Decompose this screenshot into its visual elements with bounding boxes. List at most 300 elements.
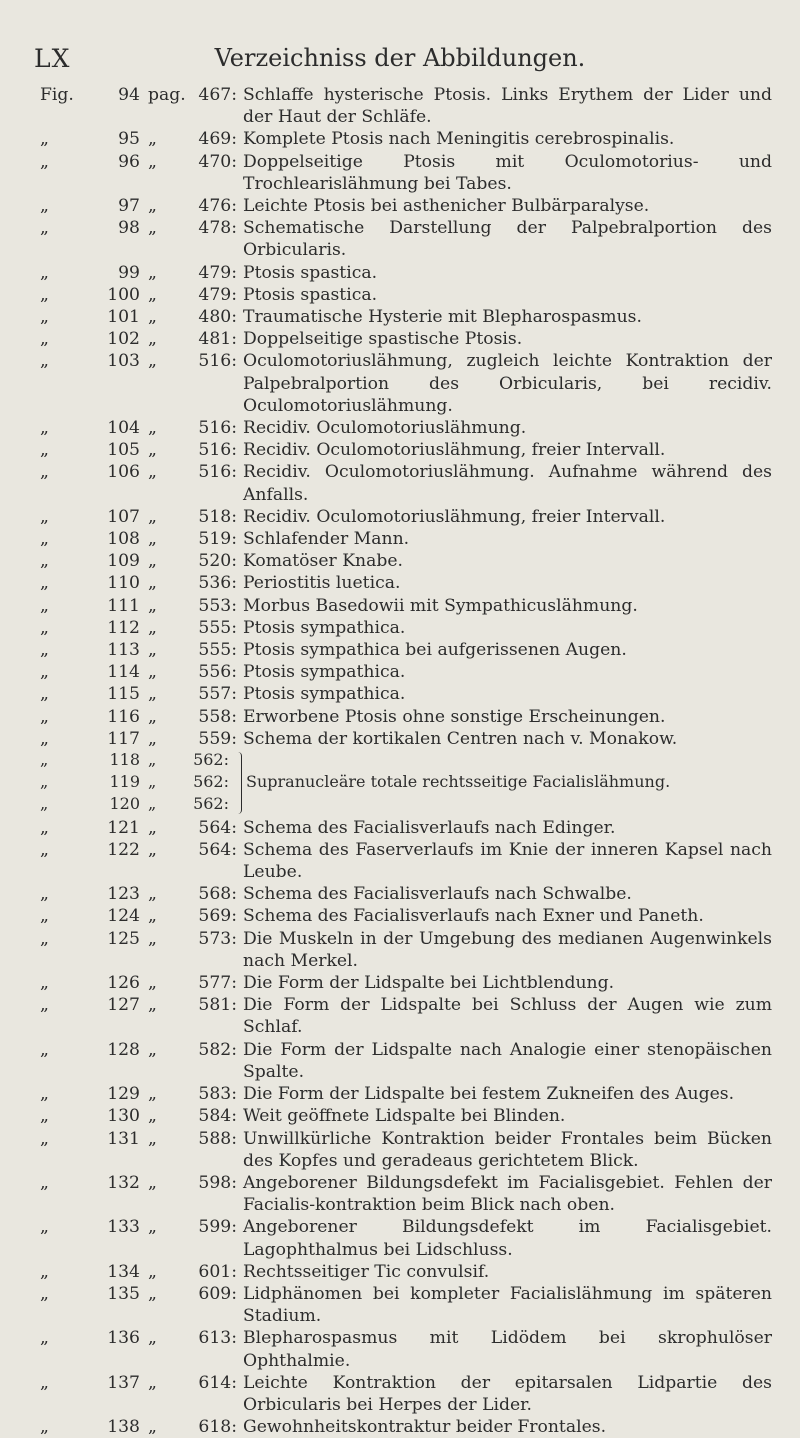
figure-caption: Schematische Darstellung der Palpebralportion des Orbicularis. — [243, 218, 772, 261]
page-reference: 480: — [198, 307, 237, 328]
page-number-value: 516 — [198, 418, 232, 439]
figure-caption: Rechtsseitiger Tic convulsif. — [243, 1261, 490, 1282]
figure-number: 120 — [109, 794, 140, 814]
ditto-mark: „ — [148, 1372, 157, 1393]
ditto-mark: „ — [40, 662, 49, 683]
page-reference: 518: — [198, 506, 237, 527]
list-item — [0, 661, 800, 683]
figure-number: 96 — [118, 151, 140, 172]
page-reference: 481: — [198, 329, 237, 350]
page-reference: 599: — [198, 1217, 237, 1238]
page-number-value: 568 — [198, 884, 232, 905]
list-item — [0, 1039, 800, 1083]
ditto-mark: „ — [148, 906, 157, 927]
figure-caption: Recidiv. Oculomotoriuslähmung. — [243, 418, 527, 439]
ditto-mark: „ — [148, 506, 157, 527]
figure-caption: Blepharospasmus mit Lidödem bei skrophulöser Ophthalmie. — [243, 1328, 772, 1371]
list-item — [0, 217, 800, 261]
page-number-value: 588 — [198, 1128, 232, 1149]
ditto-mark: „ — [148, 573, 157, 594]
ditto-mark: „ — [40, 262, 49, 283]
page-number-value: 577 — [198, 973, 232, 994]
page-reference: 479: — [198, 262, 237, 283]
figure-number: 113 — [107, 640, 140, 661]
figure-caption: Recidiv. Oculomotoriuslähmung, freier Intervall. — [243, 506, 666, 527]
figure-caption: Recidiv. Oculomotoriuslähmung, freier Intervall. — [243, 440, 666, 461]
figure-caption: Angeborener Bildungsdefekt im Facialisgebiet. Lagophthalmus bei Lidschluss. — [243, 1217, 772, 1260]
figure-number: 102 — [107, 329, 140, 350]
page-reference: 613: — [198, 1328, 237, 1349]
ditto-mark: „ — [40, 1039, 49, 1060]
ditto-mark: „ — [148, 418, 157, 439]
figure-number: 99 — [118, 262, 140, 283]
figure-number: 138 — [107, 1417, 140, 1438]
ditto-mark: „ — [148, 1172, 157, 1193]
figure-number: 108 — [107, 529, 140, 550]
ditto-mark: „ — [40, 595, 49, 616]
list-item — [0, 572, 800, 594]
page-reference: 577: — [198, 973, 237, 994]
figure-number: 100 — [107, 284, 140, 305]
ditto-mark: „ — [40, 772, 49, 792]
page-number-value: 478 — [198, 218, 232, 239]
page-number-value: 583 — [198, 1084, 232, 1105]
figure-number: 98 — [118, 218, 140, 239]
ditto-mark: „ — [148, 1128, 157, 1149]
page-reference: 516: — [198, 351, 237, 372]
figure-number: 117 — [107, 728, 140, 749]
list-item — [0, 772, 800, 794]
figure-caption: Lidphänomen bei kompleter Facialislähmung im späteren Stadium. — [243, 1283, 772, 1327]
ditto-mark: „ — [148, 640, 157, 661]
list-item — [0, 1372, 800, 1416]
page-number-value: 562 — [193, 772, 224, 792]
ditto-mark: „ — [40, 1084, 49, 1105]
page-number-value: 618 — [198, 1417, 232, 1438]
figure-number: 131 — [107, 1128, 140, 1149]
figure-number: 109 — [107, 551, 140, 572]
figure-caption: Schema des Facialisverlaufs nach Exner und Paneth. — [243, 906, 704, 927]
page-reference: 516: — [198, 418, 237, 439]
figure-caption: Traumatische Hysterie mit Blepharospasmus. — [243, 307, 642, 328]
page-reference: 614: — [198, 1372, 237, 1393]
figure-caption: Leichte Kontraktion der epitarsalen Lidpartie des Orbicularis bei Herpes der Lider. — [243, 1372, 772, 1415]
page-number-value: 519 — [198, 529, 232, 550]
ditto-mark: „ — [40, 1261, 49, 1282]
ditto-mark: „ — [148, 973, 157, 994]
figure-number: 129 — [107, 1084, 140, 1105]
ditto-mark: „ — [40, 196, 49, 217]
page-number-value: 467 — [198, 85, 232, 105]
page-number-value: 555 — [198, 640, 232, 661]
ditto-mark: „ — [148, 284, 157, 305]
figure-number: 112 — [107, 617, 140, 638]
page-reference: 520: — [198, 551, 237, 572]
page-reference: 469: — [198, 129, 237, 150]
list-item — [0, 1216, 800, 1260]
page-reference: 582: — [198, 1039, 237, 1060]
figure-number: 107 — [107, 506, 140, 527]
ditto-mark: „ — [40, 884, 49, 905]
list-item — [0, 639, 800, 661]
page-number-value: 557 — [198, 684, 232, 705]
ditto-mark: „ — [148, 928, 157, 949]
ditto-mark: „ — [148, 529, 157, 550]
figure-number: 125 — [107, 928, 140, 949]
list-item — [0, 1327, 800, 1371]
page-number-value: 562 — [193, 750, 224, 770]
page-reference: 516: — [198, 462, 237, 483]
ditto-mark: „ — [40, 906, 49, 927]
figure-caption: Erworbene Ptosis ohne sonstige Erscheinungen. — [243, 706, 666, 727]
page-number-value: 516 — [198, 351, 232, 372]
ditto-mark: „ — [40, 151, 49, 172]
page-number-value: 476 — [198, 196, 232, 217]
figure-caption: Schema des Facialisverlaufs nach Schwalbe. — [243, 884, 632, 905]
ditto-mark: „ — [40, 1217, 49, 1238]
ditto-mark: „ — [40, 1283, 49, 1304]
figure-number: 101 — [107, 307, 140, 328]
page-number-value: 558 — [198, 706, 232, 727]
list-item — [0, 195, 800, 217]
ditto-mark: „ — [148, 151, 157, 172]
figure-caption: Weit geöffnete Lidspalte bei Blinden. — [243, 1106, 566, 1127]
figure-caption: Ptosis sympathica. — [243, 684, 406, 705]
figure-number: 94 — [118, 85, 140, 105]
list-item — [0, 306, 800, 328]
figure-number: 126 — [107, 973, 140, 994]
list-item — [0, 461, 800, 505]
list-item — [0, 1416, 800, 1438]
page-reference: 556: — [198, 662, 237, 683]
page-number-value: 470 — [198, 151, 232, 172]
page-number-value: 582 — [198, 1039, 232, 1060]
ditto-mark: „ — [40, 1328, 49, 1349]
list-item — [0, 883, 800, 905]
page-number-value: 581 — [198, 995, 232, 1016]
list-item — [0, 750, 800, 772]
ditto-mark: „ — [148, 218, 157, 239]
ditto-mark: „ — [148, 307, 157, 328]
figure-caption: Gewohnheitskontraktur beider Frontales. — [243, 1417, 607, 1438]
ditto-mark: „ — [40, 506, 49, 527]
page-reference: 573: — [198, 928, 237, 949]
page-reference: 557: — [198, 684, 237, 705]
ditto-mark: „ — [40, 418, 49, 439]
page-reference: 609: — [198, 1283, 237, 1304]
list-item — [0, 128, 800, 150]
ditto-mark: „ — [148, 817, 157, 838]
ditto-mark: „ — [148, 440, 157, 461]
ditto-mark: „ — [148, 839, 157, 860]
list-item — [0, 994, 800, 1038]
figure-number: 130 — [107, 1106, 140, 1127]
ditto-mark: „ — [40, 573, 49, 594]
page-number-value: 598 — [198, 1172, 232, 1193]
figure-number: 95 — [118, 129, 140, 150]
list-item — [0, 683, 800, 705]
page-number-value: 555 — [198, 617, 232, 638]
ditto-mark: „ — [148, 706, 157, 727]
ditto-mark: „ — [148, 884, 157, 905]
figure-caption: Ptosis spastica. — [243, 262, 378, 283]
ditto-mark: „ — [148, 329, 157, 350]
figure-caption: Komatöser Knabe. — [243, 551, 403, 572]
ditto-mark: „ — [40, 307, 49, 328]
page-reference: 562: — [193, 772, 229, 792]
figure-number: 127 — [107, 995, 140, 1016]
figure-number: 110 — [107, 573, 140, 594]
figure-caption: Recidiv. Oculomotoriuslähmung. Aufnahme während des Anfalls. — [243, 462, 772, 505]
figure-caption: Angeborener Bildungsdefekt im Facialisgebiet. Fehlen der Facialis-kontraktion beim Blick nach oben. — [243, 1172, 772, 1216]
ditto-mark: „ — [40, 1128, 49, 1149]
page-reference: 584: — [198, 1106, 237, 1127]
page-number-value: 469 — [198, 129, 232, 150]
figure-number: 111 — [107, 595, 140, 616]
ditto-mark: „ — [40, 218, 49, 239]
page-reference: 516: — [198, 440, 237, 461]
list-item — [0, 706, 800, 728]
ditto-mark: „ — [40, 973, 49, 994]
page-reference: 519: — [198, 529, 237, 550]
figure-number: 97 — [118, 196, 140, 217]
ditto-mark: „ — [148, 1106, 157, 1127]
ditto-mark: „ — [40, 928, 49, 949]
list-item — [0, 728, 800, 750]
list-item — [0, 972, 800, 994]
page-reference: 553: — [198, 595, 237, 616]
figure-number: 114 — [107, 662, 140, 683]
list-item — [0, 1261, 800, 1283]
ditto-mark: „ — [40, 129, 49, 150]
ditto-mark: „ — [148, 662, 157, 683]
figure-number: 133 — [107, 1217, 140, 1238]
ditto-mark: „ — [148, 1283, 157, 1304]
list-item — [0, 1105, 800, 1127]
figure-caption: Schlaffe hysterische Ptosis. Links Erythem der Lider und der Haut der Schläfe. — [243, 85, 772, 128]
figure-caption: Die Muskeln in der Umgebung des medianen Augenwinkels nach Merkel. — [243, 928, 772, 971]
figure-caption: Unwillkürliche Kontraktion beider Frontales beim Bücken des Kopfes und geradeaus gerichtetem Blick. — [243, 1128, 772, 1171]
ditto-mark: „ — [40, 684, 49, 705]
figure-number: 124 — [107, 906, 140, 927]
page-reference: 598: — [198, 1172, 237, 1193]
page-number-value: 559 — [198, 728, 232, 749]
page-number-value: 584 — [198, 1106, 232, 1127]
figure-number: 104 — [107, 418, 140, 439]
page-reference: 470: — [198, 151, 237, 172]
page-reference: 467: — [198, 85, 237, 105]
page-number-value: 480 — [198, 307, 232, 328]
list-item — [0, 1172, 800, 1216]
ditto-mark: „ — [40, 351, 49, 372]
page-reference: 601: — [198, 1261, 237, 1282]
figure-number: 135 — [107, 1283, 140, 1304]
figure-number: 121 — [107, 817, 140, 838]
page-reference: 564: — [198, 839, 237, 860]
ditto-mark: „ — [40, 706, 49, 727]
ditto-mark: „ — [40, 728, 49, 749]
figure-caption: Supranucleäre totale rechtsseitige Facialislähmung. — [246, 772, 671, 792]
list-item — [0, 284, 800, 306]
ditto-mark: „ — [148, 1039, 157, 1060]
page-number-value: 614 — [198, 1372, 232, 1393]
ditto-mark: „ — [40, 1106, 49, 1127]
page-number-value: 553 — [198, 595, 232, 616]
figure-caption: Oculomotoriuslähmung, zugleich leichte Kontraktion der Palpebralportion des Orbicularis, bei recidiv. Oculomotoriuslähmung. — [243, 351, 772, 416]
list-item — [0, 439, 800, 461]
figure-caption: Ptosis sympathica. — [243, 617, 406, 638]
page-reference: 568: — [198, 884, 237, 905]
page-number-value: 516 — [198, 462, 232, 483]
page-number-value: 613 — [198, 1328, 232, 1349]
figure-caption: Schlafender Mann. — [243, 529, 410, 550]
list-item — [0, 905, 800, 927]
ditto-mark: „ — [148, 129, 157, 150]
list-item — [0, 595, 800, 617]
figure-number: 115 — [107, 684, 140, 705]
figure-caption: Schema des Facialisverlaufs nach Edinger. — [243, 817, 616, 838]
page-reference: 559: — [198, 728, 237, 749]
ditto-mark: „ — [40, 462, 49, 483]
page-number-value: 536 — [198, 573, 232, 594]
ditto-mark: „ — [40, 1417, 49, 1438]
ditto-mark: „ — [148, 750, 157, 770]
figure-caption: Ptosis sympathica. — [243, 662, 406, 683]
page-reference: 479: — [198, 284, 237, 305]
ditto-mark: „ — [40, 440, 49, 461]
page-reference: 478: — [198, 218, 237, 239]
page-number-value: 564 — [198, 839, 232, 860]
ditto-mark: „ — [40, 1372, 49, 1393]
figure-list — [0, 84, 800, 1438]
page-number: LX — [34, 44, 71, 73]
list-item — [0, 84, 800, 128]
ditto-mark: „ — [40, 617, 49, 638]
figure-number: 106 — [107, 462, 140, 483]
page-number-value: 601 — [198, 1261, 232, 1282]
figure-number: 128 — [107, 1039, 140, 1060]
page-number-value: 562 — [193, 794, 224, 814]
figure-number: 116 — [107, 706, 140, 727]
list-item — [0, 350, 800, 417]
page-number-value: 479 — [198, 262, 232, 283]
page-number-value: 518 — [198, 506, 232, 527]
ditto-mark: „ — [40, 1172, 49, 1193]
ditto-mark: „ — [40, 817, 49, 838]
page-number-value: 573 — [198, 928, 232, 949]
figure-number: 105 — [107, 440, 140, 461]
ditto-mark: „ — [148, 794, 157, 814]
ditto-mark: „ — [148, 462, 157, 483]
ditto-mark: „ — [40, 839, 49, 860]
page-number-value: 479 — [198, 284, 232, 305]
ditto-mark: „ — [40, 329, 49, 350]
figure-caption: Ptosis spastica. — [243, 284, 378, 305]
figure-caption: Die Form der Lidspalte nach Analogie einer stenopäischen Spalte. — [243, 1039, 772, 1082]
page-reference: 555: — [198, 640, 237, 661]
ditto-mark: „ — [148, 1084, 157, 1105]
list-item — [0, 839, 800, 883]
page-reference: 555: — [198, 617, 237, 638]
ditto-mark: „ — [40, 551, 49, 572]
ditto-mark: „ — [148, 1328, 157, 1349]
ditto-mark: „ — [148, 1261, 157, 1282]
brace-divider — [236, 752, 242, 814]
ditto-mark: „ — [148, 684, 157, 705]
figure-caption: Leichte Ptosis bei asthenicher Bulbärparalyse. — [243, 196, 650, 217]
figure-number: 103 — [107, 351, 140, 372]
ditto-mark: „ — [148, 1417, 157, 1438]
page-number-value: 569 — [198, 906, 232, 927]
ditto-mark: „ — [40, 640, 49, 661]
figure-caption: Doppelseitige spastische Ptosis. — [243, 329, 523, 350]
list-item — [0, 1283, 800, 1327]
page-reference: 618: — [198, 1417, 237, 1438]
list-item — [0, 794, 800, 816]
page-number-value: 599 — [198, 1217, 232, 1238]
list-item — [0, 262, 800, 284]
list-item — [0, 817, 800, 839]
page-title: Verzeichniss der Abbildungen. — [214, 44, 586, 72]
ditto-mark: „ — [148, 551, 157, 572]
figure-caption: Die Form der Lidspalte bei festem Zukneifen des Auges. — [243, 1084, 735, 1105]
page-reference: 558: — [198, 706, 237, 727]
page-number-value: 516 — [198, 440, 232, 461]
list-item — [0, 1128, 800, 1172]
page-number-value: 556 — [198, 662, 232, 683]
ditto-mark: „ — [148, 1217, 157, 1238]
ditto-mark: „ — [148, 995, 157, 1016]
ditto-mark: „ — [40, 284, 49, 305]
page-reference: 588: — [198, 1128, 237, 1149]
page-reference: 583: — [198, 1084, 237, 1105]
fig-label: Fig. — [40, 85, 74, 105]
page-number-value: 609 — [198, 1283, 232, 1304]
pag-label: pag. — [148, 85, 186, 105]
page-reference: 562: — [193, 750, 229, 770]
page-reference: 569: — [198, 906, 237, 927]
ditto-mark: „ — [148, 351, 157, 372]
figure-caption: Ptosis sympathica bei aufgerissenen Augen. — [243, 640, 627, 661]
figure-number: 137 — [107, 1372, 140, 1393]
page-reference: 581: — [198, 995, 237, 1016]
list-item — [0, 550, 800, 572]
figure-caption: Die Form der Lidspalte bei Schluss der Augen wie zum Schlaf. — [243, 995, 772, 1038]
ditto-mark: „ — [148, 617, 157, 638]
ditto-mark: „ — [148, 262, 157, 283]
page-number-value: 520 — [198, 551, 232, 572]
figure-number: 118 — [109, 750, 140, 770]
ditto-mark: „ — [148, 196, 157, 217]
page-number-value: 564 — [198, 817, 232, 838]
list-item — [0, 506, 800, 528]
list-item — [0, 928, 800, 972]
list-item — [0, 1083, 800, 1105]
figure-number: 119 — [109, 772, 140, 792]
figure-caption: Morbus Basedowii mit Sympathicuslähmung. — [243, 595, 638, 616]
figure-caption: Doppelseitige Ptosis mit Oculomotorius- und Trochlearislähmung bei Tabes. — [243, 151, 772, 194]
figure-number: 123 — [107, 884, 140, 905]
list-item — [0, 528, 800, 550]
ditto-mark: „ — [148, 772, 157, 792]
figure-caption: Komplete Ptosis nach Meningitis cerebrospinalis. — [243, 129, 675, 150]
figure-caption: Schema der kortikalen Centren nach v. Monakow. — [243, 728, 678, 749]
figure-number: 132 — [107, 1172, 140, 1193]
ditto-mark: „ — [40, 750, 49, 770]
list-item — [0, 617, 800, 639]
list-item — [0, 151, 800, 195]
figure-caption: Schema des Faserverlaufs im Knie der inneren Kapsel nach Leube. — [243, 839, 772, 883]
